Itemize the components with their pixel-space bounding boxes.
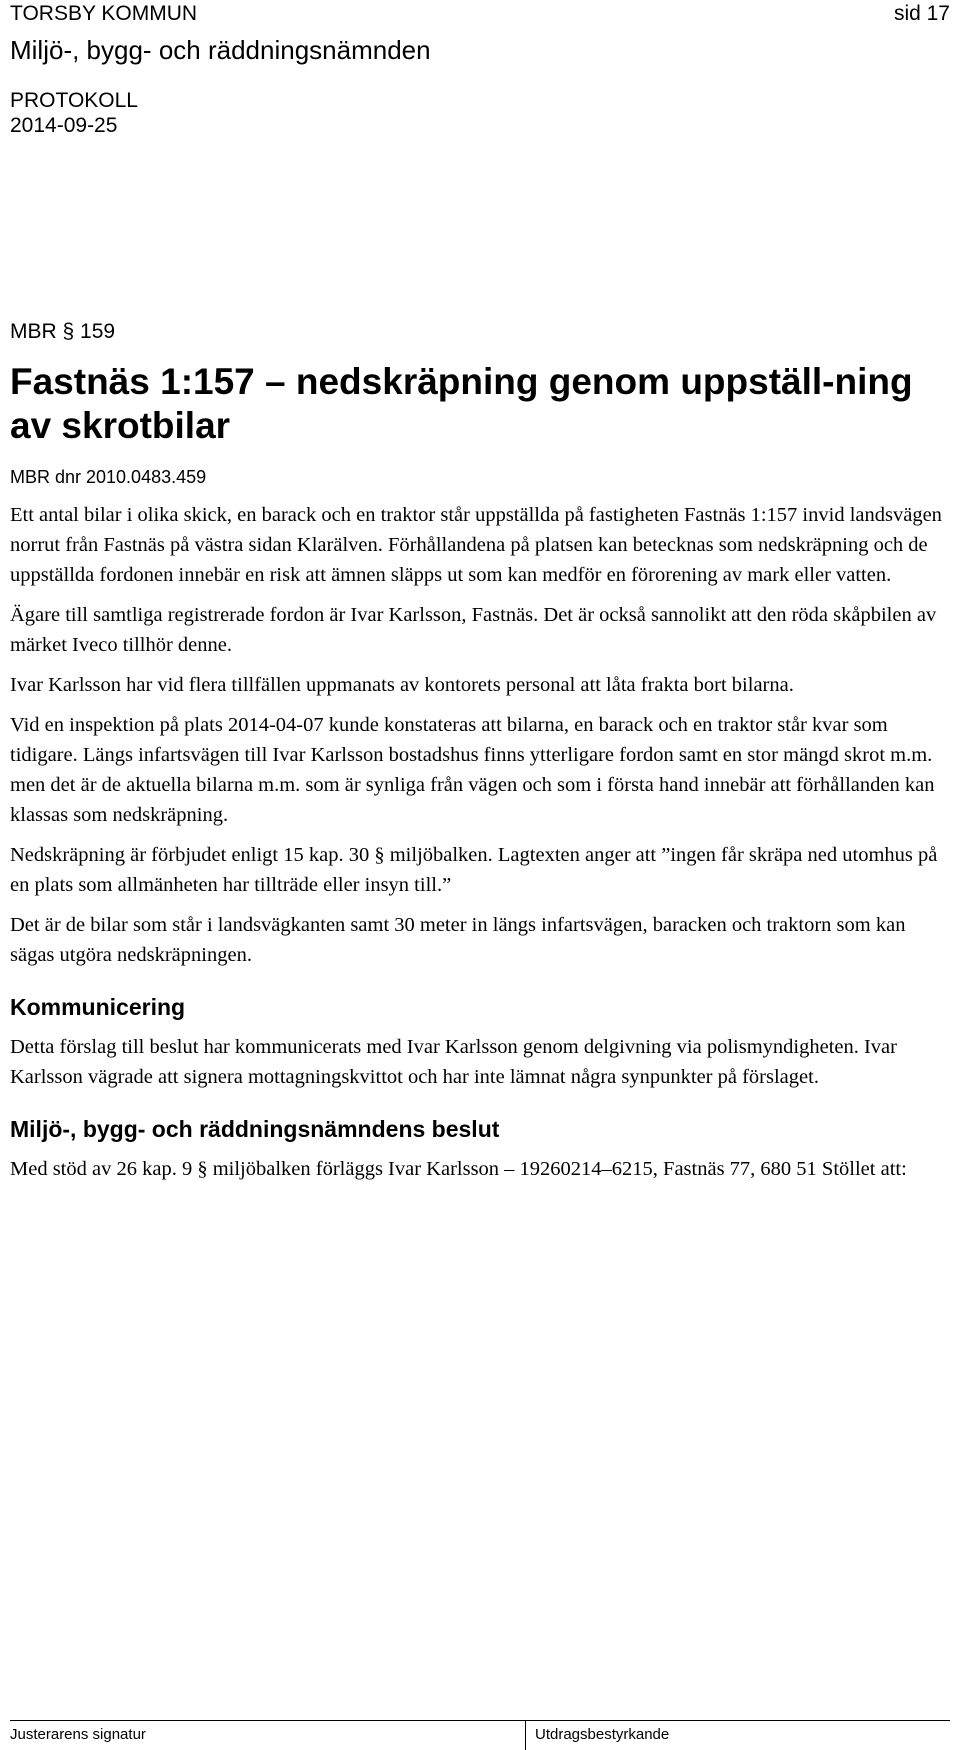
footer-column-divider: [525, 1720, 526, 1750]
decision-text: Med stöd av 26 kap. 9 § miljöbalken förläggs Ivar Karlsson – 19260214–6215, Fastnäs 77, 680 51 Stöllet att:: [10, 1158, 907, 1180]
paragraph: Ivar Karlsson har vid flera tillfällen uppmanats av kontorets personal att låta frakta bort bilarna.: [10, 674, 794, 696]
paragraph: Vid en inspektion på plats 2014-04-07 kunde konstateras att bilarna, en barack och en traktor står kvar som tidigare. Längs infartsvägen till Ivar Karlsson bostadshus finns ytterligare fordon samt en stor mängd skrot m.m. men det är de aktuella bilarna m.m. som är synliga från vägen och som i första hand innebär att förhållanden kan klassas som nedskräpning.: [10, 714, 935, 826]
certification-label: Utdragsbestyrkande: [535, 1726, 670, 1743]
decision-heading: Miljö-, bygg- och räddningsnämndens beslut: [10, 1116, 500, 1142]
paragraph: Nedskräpning är förbjudet enligt 15 kap. 30 § miljöbalken. Lagtexten anger att ”ingen får skräpa ned utomhus på en plats som allmänheten har tillträde eller insyn till.”: [10, 844, 938, 896]
justifier-signature-label: Justerarens signatur: [10, 1726, 146, 1743]
organization-name: TORSBY KOMMUN: [10, 2, 198, 25]
document-body: [10, 500, 945, 1194]
footer-divider: [10, 1720, 950, 1721]
communication-heading: Kommunicering: [10, 994, 186, 1020]
paragraph: Ett antal bilar i olika skick, en barack och en traktor står uppställda på fastigheten Fastnäs 1:157 invid landsvägen norrut från Fastnäs på västra sidan Klarälven. Förhållandena på platsen kan betecknas som nedskräpning och de uppställda fordonen innebär en risk att ämnen släpps ut som kan medför en förorening av mark eller vatten.: [10, 504, 942, 586]
committee-name: Miljö-, bygg- och räddningsnämnden: [10, 35, 431, 65]
page-number: sid 17: [893, 2, 950, 25]
document-date: 2014-09-25: [10, 114, 118, 137]
paragraph: Ägare till samtliga registrerade fordon är Ivar Karlsson, Fastnäs. Det är också sannolikt att den röda skåpbilen av märket Iveco tillhör denne.: [10, 604, 937, 656]
case-reference: MBR dnr 2010.0483.459: [10, 467, 207, 487]
paragraph: Det är de bilar som står i landsvägkanten samt 30 meter in längs infartsvägen, baracken och traktorn som kan sägas utgöra nedskräpningen.: [10, 914, 906, 966]
document-type: PROTOKOLL: [10, 89, 138, 112]
communication-text: Detta förslag till beslut har kommunicerats med Ivar Karlsson genom delgivning via polismyndigheten. Ivar Karlsson vägrade att signera mottagningskvittot och har inte lämnat några synpunkter på förslaget.: [10, 1036, 897, 1088]
case-number: MBR § 159: [10, 320, 116, 343]
case-title: Fastnäs 1:157 – nedskräpning genom uppställ-ning av skrotbilar: [10, 361, 913, 446]
